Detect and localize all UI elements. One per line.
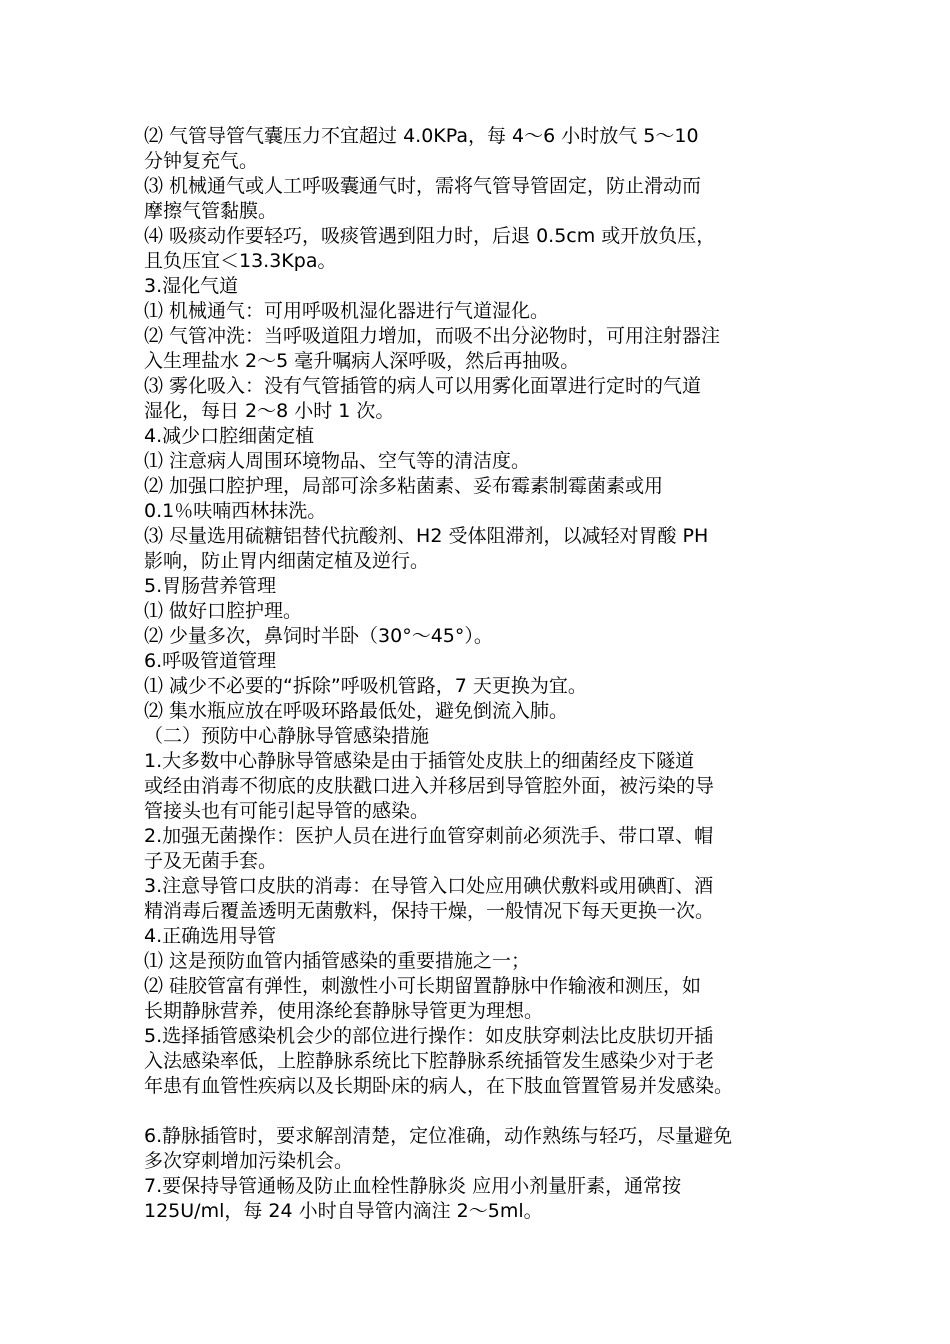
section-heading: 3.湿化气道 [144,275,239,297]
text-line: ⑵ 硅胶管富有弹性，刺激性小可长期留置静脉中作输液和测压，如 [144,975,702,997]
text-line: 入生理盐水 2～5 毫升嘱病人深呼吸，然后再抽吸。 [144,350,580,372]
text-line: ⑴ 机械通气：可用呼吸机湿化器进行气道湿化。 [144,300,550,322]
text-line: 0.1％呋喃西林抹洗。 [144,500,327,522]
text-line: ⑶ 雾化吸入：没有气管插管的病人可以用雾化面罩进行定时的气道 [144,375,702,397]
text-line: ⑵ 加强口腔护理，局部可涂多粘菌素、妥布霉素制霉菌素或用 [144,475,664,497]
text-line: 7.要保持导管通畅及防止血栓性静脉炎 应用小剂量肝素，通常按 [144,1175,682,1197]
text-line: 多次穿刺增加污染机会。 [144,1150,354,1172]
blank-line [144,1099,824,1124]
text-line: 3.注意导管口皮肤的消毒：在导管入口处应用碘伏敷料或用碘酊、酒 [144,875,714,897]
section-heading: 4.正确选用导管 [144,925,277,947]
text-line: ⑵ 集水瓶应放在呼吸环路最低处，避免倒流入肺。 [144,700,569,722]
text-line: 且负压宜＜13.3Kpa。 [144,250,337,272]
text-line: 子及无菌手套。 [144,850,278,872]
text-line: ⑵ 气管冲洗：当呼吸道阻力增加，而吸不出分泌物时，可用注射器注 [144,325,721,347]
text-line: ⑷ 吸痰动作要轻巧，吸痰管遇到阻力时，后退 0.5cm 或开放负压， [144,225,716,247]
text-line: ⑶ 尽量选用硫糖铝替代抗酸剂、H2 受体阻滞剂，以减轻对胃酸 PH [144,525,709,547]
text-line: 分钟复充气。 [144,150,259,172]
text-line: 入法感染率低，上腔静脉系统比下腔静脉系统插管发生感染少对于老 [144,1050,715,1072]
text-line: 6.静脉插管时，要求解剖清楚，定位准确，动作熟练与轻巧，尽量避免 [144,1125,733,1147]
text-line: ⑶ 机械通气或人工呼吸囊通气时，需将气管导管固定，防止滑动而 [144,175,702,197]
text-line: 长期静脉营养，使用涤纶套静脉导管更为理想。 [144,1000,544,1022]
text-line: 或经由消毒不彻底的皮肤戳口进入并移居到导管腔外面，被污染的导 [144,775,715,797]
text-line: 1.大多数中心静脉导管感染是由于插管处皮肤上的细菌经皮下隧道 [144,750,695,772]
section-heading: （二）预防中心静脉导管感染措施 [144,725,430,747]
text-line: ⑴ 注意病人周围环境物品、空气等的清洁度。 [144,450,531,472]
section-heading: 5.胃肠营养管理 [144,575,277,597]
text-line: 125U/ml，每 24 小时自导管内滴注 2～5ml。 [144,1200,543,1222]
text-line: 湿化，每日 2～8 小时 1 次。 [144,400,395,422]
text-line: 5.选择插管感染机会少的部位进行操作：如皮肤穿刺法比皮肤切开插 [144,1025,714,1047]
text-line: 管接头也有可能引起导管的感染。 [144,800,430,822]
text-line: 精消毒后覆盖透明无菌敷料，保持干燥，一般情况下每天更换一次。 [144,900,715,922]
text-line: 年患有血管性疾病以及长期卧床的病人，在下肢血管置管易并发感染。 [144,1075,734,1097]
section-heading: 4.减少口腔细菌定植 [144,425,315,447]
section-heading: 6.呼吸管道管理 [144,650,277,672]
text-line: 摩擦气管黏膜。 [144,200,278,222]
text-line: 2.加强无菌操作：医护人员在进行血管穿刺前必须洗手、带口罩、帽 [144,825,714,847]
text-line: ⑴ 减少不必要的“拆除”呼吸机管路，7 天更换为宜。 [144,675,587,697]
text-line: ⑴ 做好口腔护理。 [144,600,303,622]
document-page [144,124,824,1224]
text-line: ⑴ 这是预防血管内插管感染的重要措施之一； [144,950,531,972]
text-line: ⑵ 少量多次，鼻饲时半卧（30°～45°）。 [144,625,493,647]
text-line: 影响，防止胃内细菌定植及逆行。 [144,550,430,572]
text-line: ⑵ 气管导管气囊压力不宜超过 4.0KPa，每 4～6 小时放气 5～10 [144,125,699,147]
